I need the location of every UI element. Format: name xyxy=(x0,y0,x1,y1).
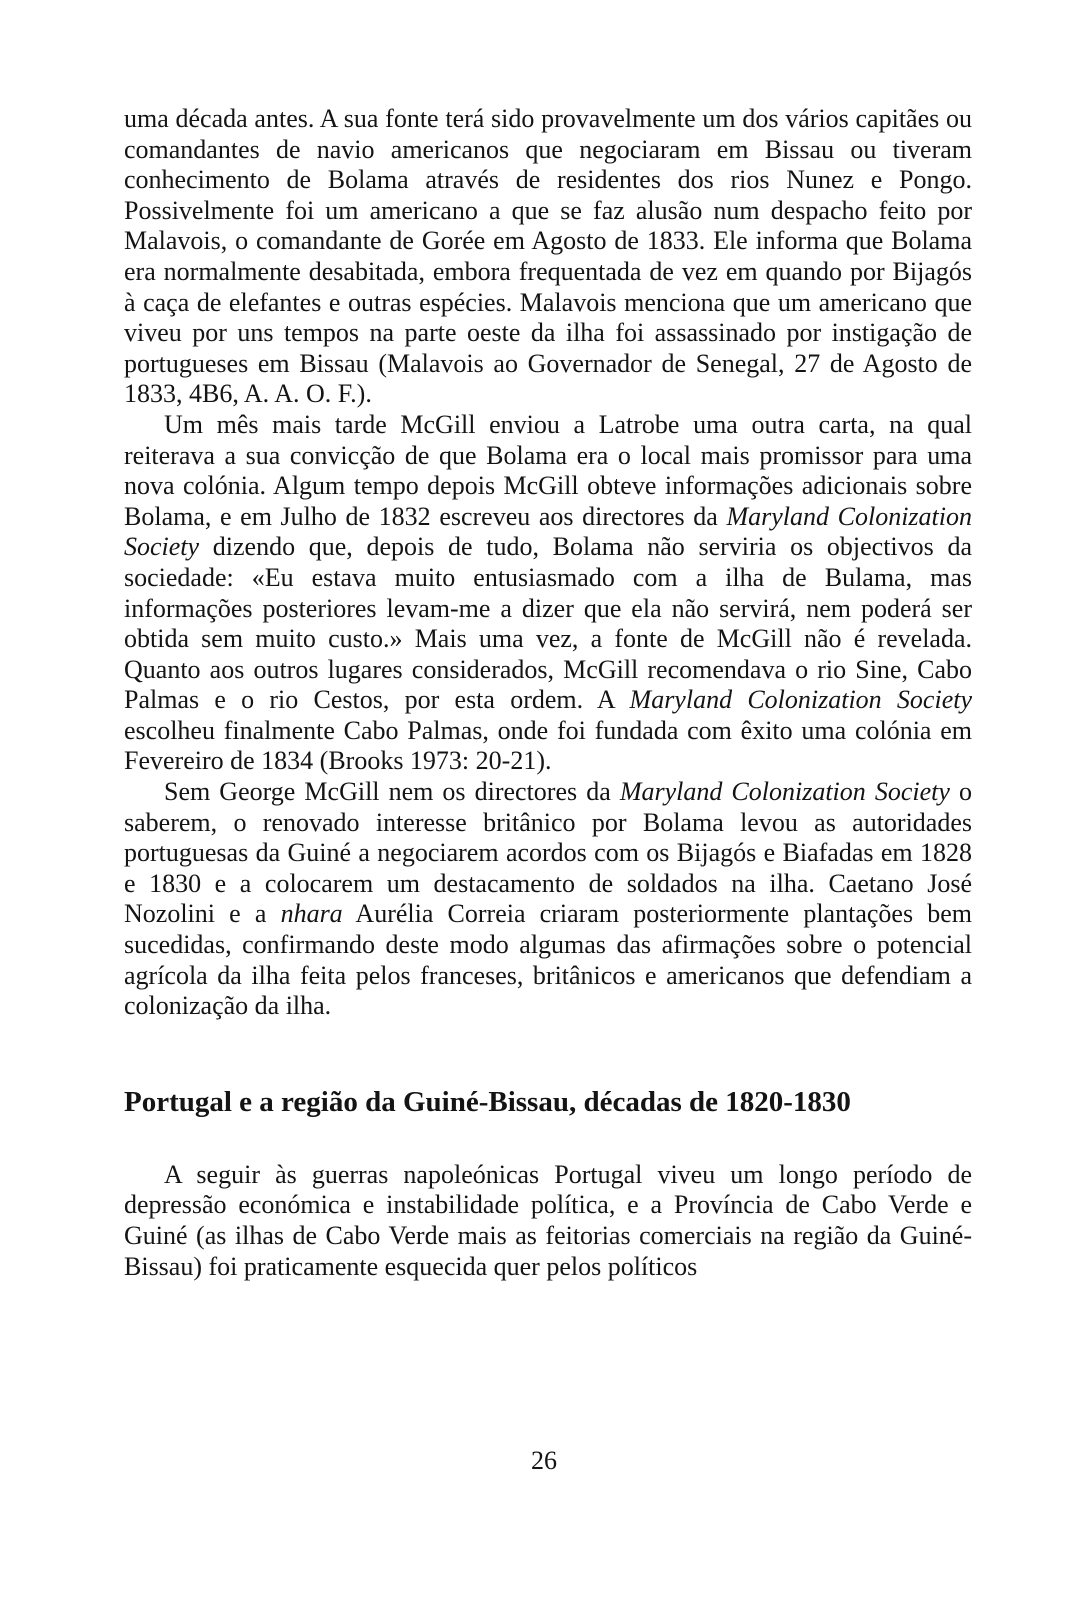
paragraph-3-text-b: o saberem, o renovado interesse britânico por Bolama levou as autoridades portuguesas da Guiné a negociarem acordos com os Bijagós e Biafadas em 1828 e 1830 e a colocarem um destacamento de soldados na ilha. Caetano José Nozolini e a xyxy=(124,777,972,929)
section-heading: Portugal e a região da Guiné-Bissau, décadas de 1820-1830 xyxy=(124,1085,851,1118)
paragraph-4-text: A seguir às guerras napoleónicas Portugal viveu um longo período de depressão económica e instabilidade política, e a Província de Cabo Verde e Guiné (as ilhas de Cabo Verde mais as feitorias comerciais na região da Guiné-Bissau) foi praticamente esquecida quer pelos políticos xyxy=(124,1159,972,1281)
page-number: 26 xyxy=(531,1446,557,1475)
paragraph-2-text-a: Um mês mais tarde McGill enviou a Latrobe uma outra carta, na qual reiterava a sua convicção de que Bolama era o local mais promissor para uma nova colónia. Algum tempo depois McGill obteve informações adicionais sobre Bolama, e em Julho de 1832 escreveu aos directores da xyxy=(124,409,972,531)
body-paragraph-1 xyxy=(124,104,972,410)
paragraph-2-text-c: escolheu finalmente Cabo Palmas, onde foi fundada com êxito uma colónia em Fevereiro de 1834 (Brooks 1973: 20-21). xyxy=(124,715,972,776)
paragraph-2-text-b: dizendo que, depois de tudo, Bolama não serviria os objectivos da sociedade: «Eu estava muito entusiasmado com a ilha de Bulama, mas informações posteriores levam-me a dizer que ela não servirá, nem poderá ser obtida sem muito custo.» Mais uma vez, a fonte de McGill não é revelada. Quanto aos outros lugares considerados, McGill recomendava o rio Sine, Cabo Palmas e o rio Cestos, por esta ordem. A xyxy=(124,532,972,715)
paragraph-3-italic-b: nhara xyxy=(280,899,343,929)
body-paragraph-4 xyxy=(124,1160,972,1282)
page-content xyxy=(124,104,972,1282)
paragraph-2-italic-a: Maryland Colonization Society xyxy=(124,501,972,562)
body-paragraph-2 xyxy=(124,410,972,777)
paragraph-3-italic-a: Maryland Colonization Society xyxy=(619,777,950,807)
body-paragraph-3 xyxy=(124,777,972,1022)
paragraph-3-text-a: Sem George McGill nem os directores da xyxy=(164,777,620,807)
paragraph-3-text-c: Aurélia Correia criaram posteriormente plantações bem sucedidas, confirmando deste modo algumas das afirmações sobre o potencial agrícola da ilha feita pelos franceses, britânicos e americanos que defendiam a colonização da ilha. xyxy=(124,899,972,1021)
paragraph-1-text: uma década antes. A sua fonte terá sido provavelmente um dos vários capitães ou comandantes de navio americanos que negociaram em Bissau ou tiveram conhecimento de Bolama através de residentes dos rios Nunez e Pongo. Possivelmente foi um americano a que se faz alusão num despacho feito por Malavois, o comandante de Gorée em Agosto de 1833. Ele informa que Bolama era normalmente desabitada, embora frequentada de vez em quando por Bijagós à caça de elefantes e outras espécies. Malavois menciona que um americano que viveu por uns tempos na parte oeste da ilha foi assassinado por instigação de portugueses em Bissau (Malavois ao Governador de Senegal, 27 de Agosto de 1833, 4B6, A. A. O. F.). xyxy=(124,104,972,409)
paragraph-2-italic-b: Maryland Colonization Society xyxy=(629,685,972,715)
